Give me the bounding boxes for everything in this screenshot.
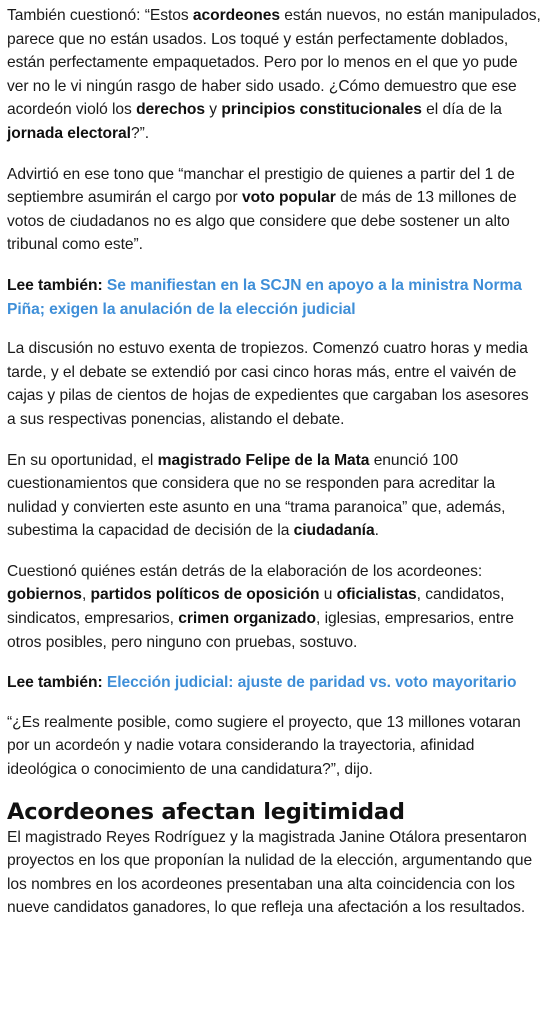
text-run: , candidatos, sindicatos, empresarios, bbox=[7, 586, 505, 628]
bold-term: magistrado Felipe de la Mata bbox=[157, 451, 370, 469]
bold-term: voto popular bbox=[241, 189, 336, 207]
read-also-label: Lee también: bbox=[7, 674, 103, 692]
bold-term: partidos políticos de oposición bbox=[90, 586, 320, 604]
paragraph-prestigio bbox=[7, 163, 541, 257]
paragraph-quote-acordeones bbox=[7, 4, 541, 146]
paragraph-reyes-otalora: El magistrado Reyes Rodríguez y la magistrada Janine Otálora presentaron proyectos en los que proponían la nulidad de la elección, argumentando que los nombres en los acordeones presentaban una alta coincidencia con los nueve candidatos ganadores, lo que refleja una afectación a los resultados. bbox=[7, 828, 533, 917]
bold-term: principios constitucionales bbox=[221, 101, 422, 119]
text-run: , bbox=[81, 586, 91, 604]
bold-term: ciudadanía bbox=[293, 522, 375, 540]
text-run: de más de 13 millones de votos de ciudadanos no es algo que considere que debe sostener un alto tribunal como este”. bbox=[7, 189, 517, 254]
text-run: y bbox=[205, 101, 222, 119]
text-run: En su oportunidad, el bbox=[7, 451, 158, 469]
section-heading: Acordeones afectan legitimidad bbox=[7, 798, 405, 825]
paragraph-tropiezos: La discusión no estuvo exenta de tropiezos. Comenzó cuatro horas y media tarde, y el debate se extendió por casi cinco horas más, entre el vaivén de cajas y pilas de cientos de hojas de expedientes que cargaban los asesores a sus respectivas ponencias, alistando el debate. bbox=[7, 340, 529, 428]
bold-term: gobiernos bbox=[7, 586, 82, 604]
text-run: , iglesias, empresarios, entre otros posibles, pero ninguno con pruebas, sostuvo. bbox=[7, 610, 514, 651]
text-run: ?”. bbox=[130, 124, 150, 142]
bold-term: crimen organizado bbox=[178, 610, 317, 628]
read-also-link-scjn[interactable]: Se manifiestan en la SCJN en apoyo a la ministra Norma Piña; exigen la anulación de la elección judicial bbox=[7, 276, 522, 318]
read-also-block-2 bbox=[7, 671, 541, 695]
text-run: Advirtió en ese tono que “manchar el prestigio de quienes a partir del 1 de septiembre asumirán el cargo por bbox=[7, 165, 515, 207]
paragraph-quienes-detras bbox=[7, 560, 541, 654]
bold-term: jornada electoral bbox=[7, 124, 131, 142]
bold-term: oficialistas bbox=[336, 586, 417, 604]
text-run: el día de la bbox=[421, 101, 502, 119]
text-run: También cuestionó: “Estos bbox=[7, 7, 193, 24]
paragraph-felipe-de-la-mata bbox=[7, 449, 541, 543]
bold-term: derechos bbox=[136, 101, 206, 119]
text-run: enunció 100 cuestionamientos que considera que no se responden para acreditar la nulidad y convierten este asunto en una “trama paranoica” que, además, subestima la capacidad de decisión de la bbox=[7, 451, 506, 540]
text-run: están nuevos, no están manipulados, parece que no están usados. Los toqué y están perfectamente doblados, están perfectamente empaquetados. Pero por lo menos en el que yo pude ver no le vi ningún rasgo de haber sido usado. ¿Cómo demuestro que ese acordeón violó los bbox=[7, 7, 541, 119]
text-run: Cuestionó quiénes están detrás de la elaboración de los acordeones: bbox=[7, 562, 483, 580]
read-also-link-paridad[interactable]: Elección judicial: ajuste de paridad vs. voto mayoritario bbox=[106, 674, 517, 692]
paragraph-quote-votaran: “¿Es realmente posible, como sugiere el proyecto, que 13 millones votaran por un acordeón y nadie votara considerando la trayectoria, afinidad ideológica o conocimiento de una candidatura?”, dijo. bbox=[7, 713, 521, 779]
read-also-label: Lee también: bbox=[7, 276, 103, 294]
read-also-block-1 bbox=[7, 274, 541, 321]
text-run: . bbox=[374, 522, 379, 540]
text-run: u bbox=[319, 586, 337, 604]
bold-term: acordeones bbox=[192, 7, 280, 24]
